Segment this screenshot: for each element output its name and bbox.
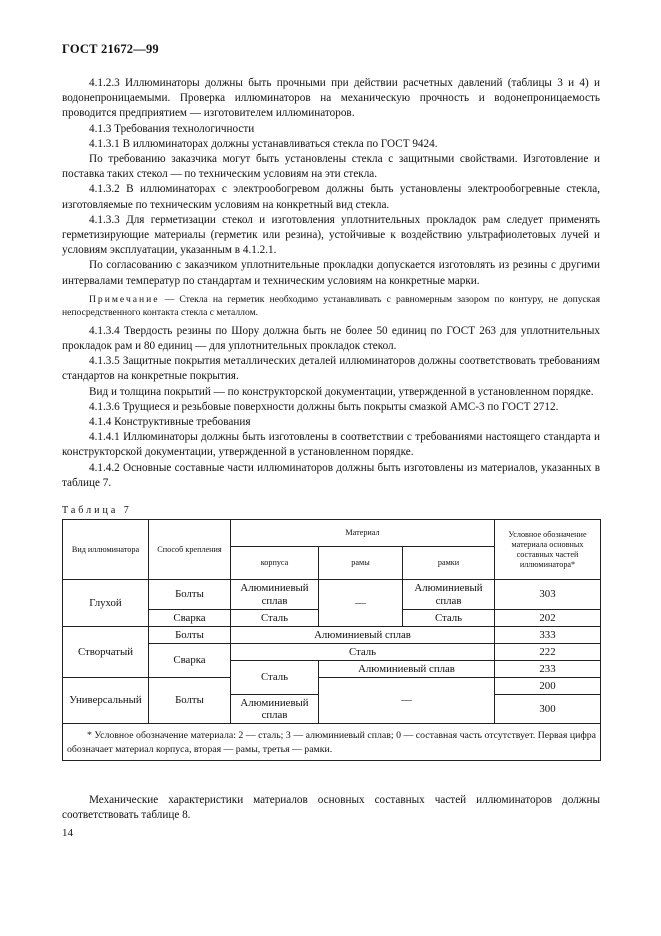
cell-code-233: 233 xyxy=(495,661,601,678)
header-rim: рамки xyxy=(403,547,495,580)
cell-mount-svarka: Сварка xyxy=(149,644,231,678)
paragraph-4-1-4-2: 4.1.4.2 Основные составные части иллюминаторов должны быть изготовлены из материалов, указанных в таблице 7. xyxy=(62,461,600,489)
paragraph-4-1-4-1: 4.1.4.1 Иллюминаторы должны быть изготовлены в соответствии с требованиями настоящего стандарта и конструкторской документации, утвержденной в установленном порядке. xyxy=(62,431,600,459)
document-body xyxy=(62,76,600,761)
cell-type-universal: Универсальный xyxy=(63,678,149,724)
cell-type-stvorchaty: Створчатый xyxy=(63,627,149,678)
cell-code-202: 202 xyxy=(495,610,601,627)
table-footnote: * Условное обозначение материала: 2 — сталь; 3 — алюминиевый сплав; 0 — составная часть отсутствует. Первая цифра обозначает материал корпуса, вторая — рамы, третья — рамки. xyxy=(63,724,601,761)
cell-rim-stal: Сталь xyxy=(403,610,495,627)
cell-mount-svarka: Сварка xyxy=(149,610,231,627)
paragraph-rubber-agreement: По согласованию с заказчиком уплотнительные прокладки допускается изготовлять из резины с другими интервалами температур по стандартам и техническим условиям на конкретные марки. xyxy=(62,259,600,287)
cell-material-alu: Алюминиевый сплав xyxy=(231,627,495,644)
table-caption: Таблица 7 xyxy=(62,505,132,517)
cell-housing-alu: Алюминиевый сплав xyxy=(231,695,319,724)
header-frame: рамы xyxy=(319,547,403,580)
cell-frame-rim-dash: — xyxy=(319,678,495,724)
paragraph-4-1-2-3: 4.1.2.3 Иллюминаторы должны быть прочными при действии расчетных давлений (таблицы 3 и 4) и водонепроницаемыми. Проверка иллюминаторов на механическую прочность и водонепроницаемость проводится предприятием — изготовителем иллюминаторов. xyxy=(62,77,600,120)
page-number: 14 xyxy=(62,827,73,839)
cell-code-200: 200 xyxy=(495,678,601,695)
closing-paragraph-wrap xyxy=(62,793,600,823)
header-material: Материал xyxy=(231,520,495,547)
paragraph-4-1-3-3: 4.1.3.3 Для герметизации стекол и изготовления уплотнительных прокладок рам следует применять герметизирующие материалы (герметик или резина), устойчивые к воздействию ультрафиолетовых лучей и условиям эксплуатации, указанным в 4.1.2.1. xyxy=(62,213,600,257)
closing-paragraph: Механические характеристики материалов основных составных частей иллюминаторов должны соответствовать таблице 8. xyxy=(62,794,600,822)
cell-code-333: 333 xyxy=(495,627,601,644)
section-heading-4-1-4: 4.1.4 Конструктивные требования xyxy=(89,416,251,429)
header-code: Условное обозначение материала основных составных частей иллюминатора* xyxy=(495,520,601,580)
paragraph-4-1-3-4: 4.1.3.4 Твердость резины по Шору должна быть не более 50 единиц по ГОСТ 263 для уплотнительных прокладок рам и 80 единиц — для уплотнительных прокладок стекол. xyxy=(62,324,600,353)
cell-mount-bolty: Болты xyxy=(149,627,231,644)
paragraph-4-1-3-2: 4.1.3.2 В иллюминаторах с электрообогревом должны быть установлены электрообогревные стекла, изготовляемые по техническим условиям на конкретный вид стекла. xyxy=(62,183,600,211)
header-housing: корпуса xyxy=(231,547,319,580)
note-label: Примечание xyxy=(89,293,160,305)
cell-mount-bolty: Болты xyxy=(149,580,231,610)
cell-material-stal: Сталь xyxy=(231,644,495,661)
paragraph-4-1-3-5: 4.1.3.5 Защитные покрытия металлических деталей иллюминаторов должны соответствовать требованиям стандартов на конкретные покрытия. xyxy=(62,355,600,383)
document-code: ГОСТ 21672—99 xyxy=(62,42,159,56)
header-type: Вид иллюминатора xyxy=(63,520,149,580)
cell-code-222: 222 xyxy=(495,644,601,661)
cell-frame-dash: — xyxy=(319,580,403,627)
cell-mount-bolty: Болты xyxy=(149,678,231,724)
cell-frame-rim-alu: Алюминиевый сплав xyxy=(319,661,495,678)
header-mount: Способ крепления xyxy=(149,520,231,580)
paragraph-coating: Вид и толщина покрытий — по конструкторской документации, утвержденной в установленном порядке. xyxy=(89,385,594,398)
cell-rim-alu: Алюминиевый сплав xyxy=(403,580,495,610)
cell-code-300: 300 xyxy=(495,695,601,724)
cell-type-gluhoy: Глухой xyxy=(63,580,149,627)
cell-housing-stal: Сталь xyxy=(231,661,319,695)
cell-housing-alu: Алюминиевый сплав xyxy=(231,580,319,610)
note xyxy=(62,293,600,319)
note-text: — Стекла на герметик необходимо устанавливать с равномерным зазором по контуру, не допуская непосредственного контакта стекла с металлом. xyxy=(62,293,600,318)
section-heading-4-1-3: 4.1.3 Требования технологичности xyxy=(89,122,255,135)
paragraph-glass-order: По требованию заказчика могут быть установлены стекла с защитными свойствами. Изготовление и поставка таких стекол — по техническим условиям на эти стекла. xyxy=(62,153,600,181)
paragraph-4-1-3-6: 4.1.3.6 Трущиеся и резьбовые поверхности должны быть покрыты смазкой АМС-3 по ГОСТ 2712. xyxy=(89,400,559,413)
materials-table xyxy=(62,519,601,761)
paragraph-4-1-3-1: 4.1.3.1 В иллюминаторах должны устанавливаться стекла по ГОСТ 9424. xyxy=(89,137,438,150)
cell-housing-stal: Сталь xyxy=(231,610,319,627)
cell-code-303: 303 xyxy=(495,580,601,610)
